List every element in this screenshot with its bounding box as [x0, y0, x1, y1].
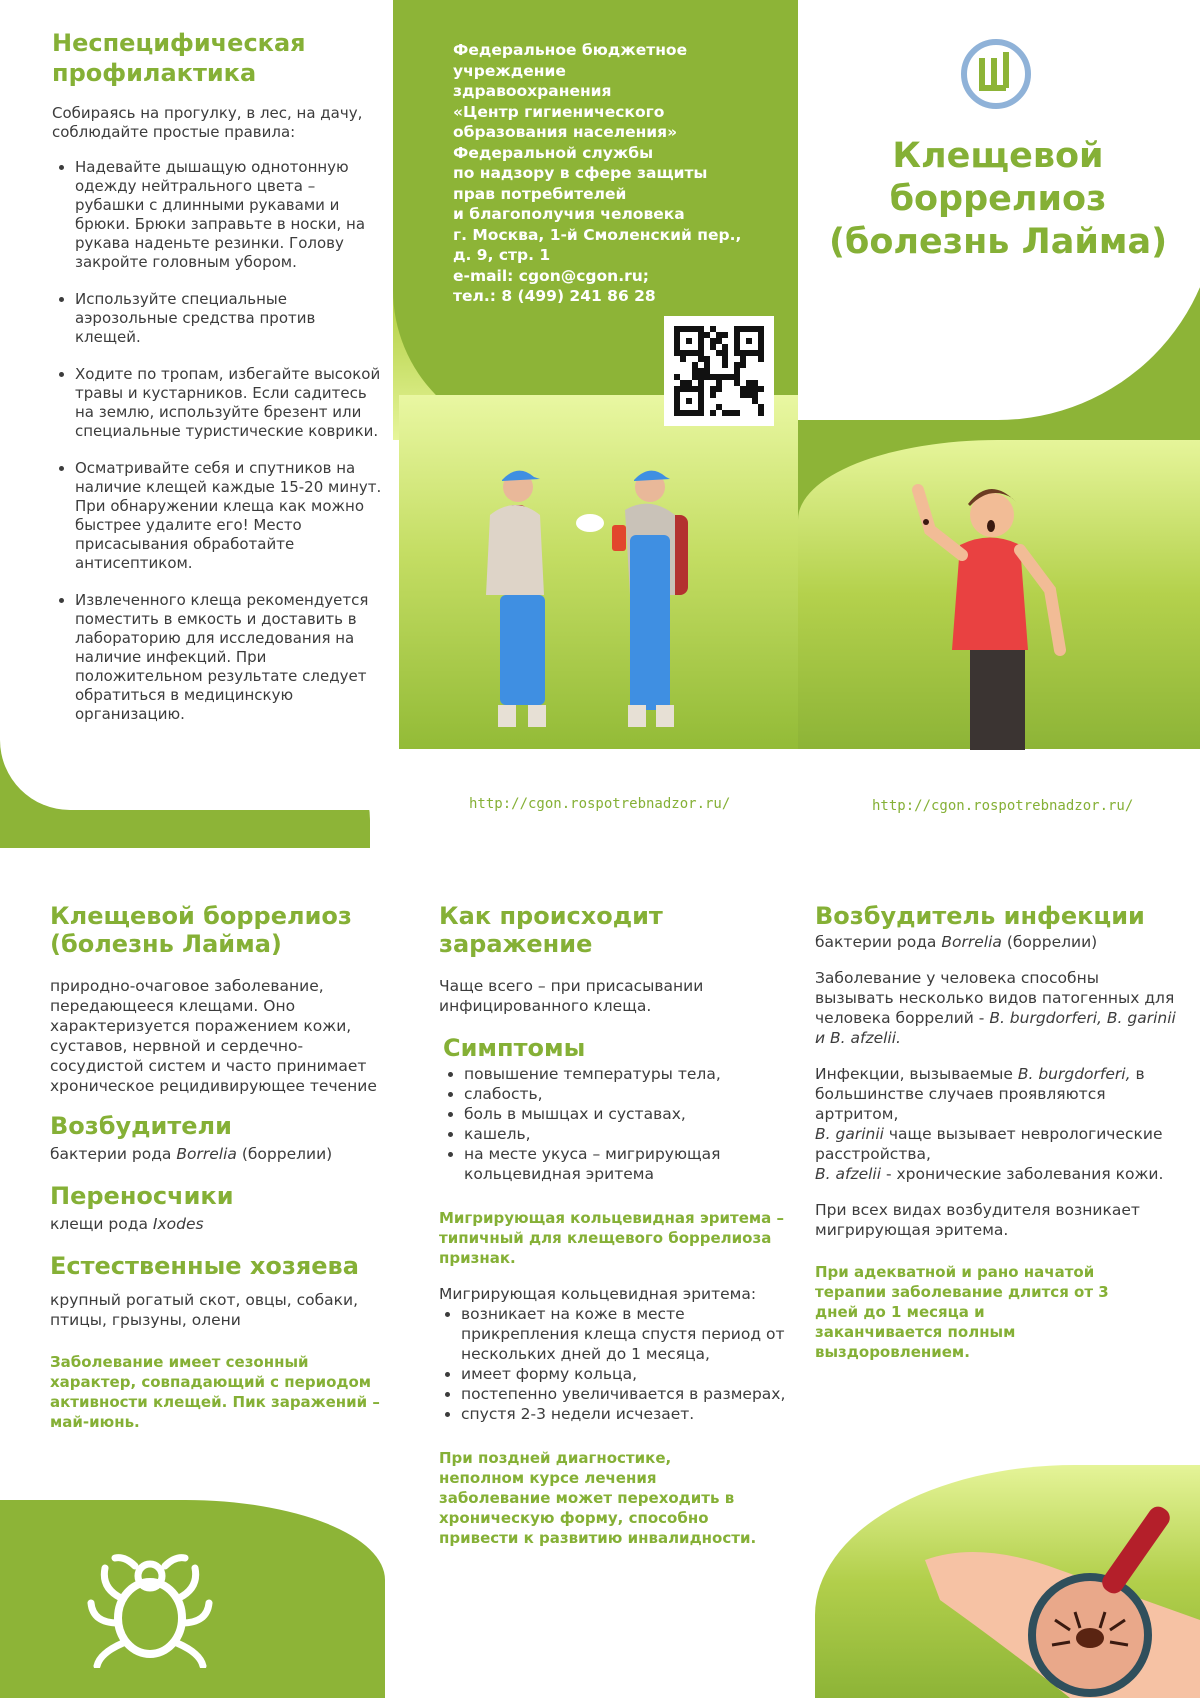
- vectors-title: Переносчики: [50, 1182, 234, 1210]
- vectors-text: клещи рода Ixodes: [50, 1215, 204, 1233]
- pathogen-section: [815, 902, 1180, 1362]
- website-link-cover[interactable]: http://cgon.rospotrebnadzor.ru/: [872, 798, 1134, 814]
- erythema-intro: Мигрирующая кольцевидная эритема:: [439, 1285, 757, 1303]
- pathogen-title: Возбудитель инфекции: [815, 902, 1145, 930]
- org-line: образования населения»: [453, 123, 678, 141]
- cgon-logo: [960, 38, 1032, 110]
- org-line: и благополучия человека: [453, 205, 685, 223]
- list-item: • боль в мышцах и суставах,: [464, 1104, 799, 1124]
- org-line: тел.: 8 (499) 241 86 28: [453, 287, 656, 305]
- hosts-text: крупный рогатый скот, овцы, собаки, птицы, грызуны, олени: [50, 1291, 359, 1329]
- hosts-title: Естественные хозяева: [50, 1252, 359, 1280]
- infection-title: Как происходит заражение: [439, 902, 663, 958]
- list-item: • Ходите по тропам, избегайте высокой травы и кустарников. Если садитесь на землю, используйте брезент или специальные туристические коврики.: [75, 365, 382, 441]
- list-item: • Надевайте дышащую однотонную одежду нейтрального цвета – рубашки с длинными рукавами и брюки. Брюки заправьте в носки, на рукава наденьте резинки. Голову закройте головным убором.: [75, 158, 382, 272]
- cover-title: [808, 135, 1188, 264]
- list-item: • спустя 2-3 недели исчезает.: [461, 1404, 799, 1424]
- hand-magnifier-illustration: [920, 1500, 1200, 1698]
- prevention-title: Неспецифическая профилактика: [52, 29, 306, 87]
- list-item: • возникает на коже в месте прикрепления клеща спустя период от нескольких дней до 1 месяца,: [461, 1304, 799, 1364]
- org-line: д. 9, стр. 1: [453, 246, 551, 264]
- erythema-list: [439, 1304, 799, 1424]
- symptoms-list: [439, 1064, 799, 1184]
- symptoms-title: Симптомы: [443, 1034, 586, 1062]
- list-item: • Осматривайте себя и спутников на наличие клещей каждые 15-20 минут. При обнаружении клеща как можно быстрее удалите его! Место присасывания обработайте антисептиком.: [75, 459, 382, 573]
- pathogen-subtitle: бактерии рода Borrelia (боррелии): [815, 933, 1098, 951]
- list-item: • постепенно увеличивается в размерах,: [461, 1384, 799, 1404]
- website-link[interactable]: http://cgon.rospotrebnadzor.ru/: [469, 796, 731, 812]
- hikers-illustration: [470, 455, 740, 750]
- prevention-rules-list: [52, 158, 382, 724]
- prevention-section: [52, 28, 382, 724]
- org-address-block: [453, 40, 783, 307]
- list-item: • слабость,: [464, 1084, 799, 1104]
- qr-code[interactable]: [664, 316, 774, 426]
- org-line: г. Москва, 1-й Смоленский пер.,: [453, 225, 742, 244]
- disease-description: природно-очаговое заболевание, передающееся клещами. Оно характеризуется поражением кожи, суставов, нервной и сердечно-сосудистой систем и часто принимает хроническое рецидивирующее течение: [50, 977, 377, 1095]
- therapy-note: При адекватной и рано начатой терапии заболевание длится от 3 дней до 1 месяца и заканчивается полным выздоровлением.: [815, 1263, 1109, 1361]
- org-line: здравоохранения: [453, 82, 612, 100]
- prevention-intro: Собираясь на прогулку, в лес, на дачу, соблюдайте простые правила:: [52, 104, 363, 141]
- infection-text: Чаще всего – при присасывании инфицированного клеща.: [439, 977, 704, 1015]
- late-diagnosis-note: При поздней диагностике, неполном курсе лечения заболевание может переходить в хроническую форму, способно привести к развитию инвалидности.: [439, 1449, 757, 1547]
- erythema-all-forms: При всех видах возбудителя возникает мигрирующая эритема.: [815, 1201, 1140, 1239]
- cover-title-line: Клещевой: [892, 136, 1104, 176]
- season-note: Заболевание имеет сезонный характер, совпадающий с периодом активности клещей. Пик заражений – май-июнь.: [50, 1353, 380, 1431]
- agents-text: бактерии рода Borrelia (боррелии): [50, 1145, 333, 1163]
- list-item: • имеет форму кольца,: [461, 1364, 799, 1384]
- cover-title-line: боррелиоз: [889, 179, 1107, 219]
- disease-title: Клещевой боррелиоз (болезнь Лайма): [50, 902, 352, 958]
- agents-title: Возбудители: [50, 1112, 232, 1140]
- man-with-tick-illustration: [900, 470, 1090, 750]
- org-line: учреждение: [453, 61, 566, 80]
- disease-section: [50, 902, 380, 1432]
- org-line: e-mail: cgon@cgon.ru;: [453, 266, 649, 285]
- org-line: прав потребителей: [453, 184, 627, 203]
- left-wave-decoration: [0, 740, 370, 848]
- pathogen-effects: Инфекции, вызываемые B. burgdorferi, в большинстве случаев проявляются артритом, B. garinii чаще вызывает неврологические расстройства, B. afzelii - хронические заболевания кожи.: [815, 1065, 1164, 1183]
- list-item: • Используйте специальные аэрозольные средства против клещей.: [75, 290, 382, 347]
- tick-icon: [85, 1548, 215, 1668]
- list-item: • кашель,: [464, 1124, 799, 1144]
- org-line: «Центр гигиенического: [453, 102, 665, 121]
- infection-section: [439, 902, 799, 1548]
- list-item: • на месте укуса – мигрирующая кольцевидная эритема: [464, 1144, 799, 1184]
- list-item: • повышение температуры тела,: [464, 1064, 799, 1084]
- list-item: • Извлеченного клеща рекомендуется поместить в емкость и доставить в лабораторию для исследования на наличие инфекций. При положительном результате следует обратиться в медицинскую организацию.: [75, 591, 382, 724]
- org-line: Федеральное бюджетное: [453, 41, 688, 59]
- pathogen-species: Заболевание у человека способны вызывать несколько видов патогенных для человека боррелий - B. burgdorferi, B. garinii и B. afzelii.: [815, 969, 1176, 1047]
- cover-title-line: (болезнь Лайма): [828, 222, 1168, 262]
- typical-sign-note: Мигрирующая кольцевидная эритема – типичный для клещевого боррелиоза признак.: [439, 1209, 784, 1267]
- org-line: по надзору в сфере защиты: [453, 164, 708, 182]
- org-line: Федеральной службы: [453, 143, 654, 162]
